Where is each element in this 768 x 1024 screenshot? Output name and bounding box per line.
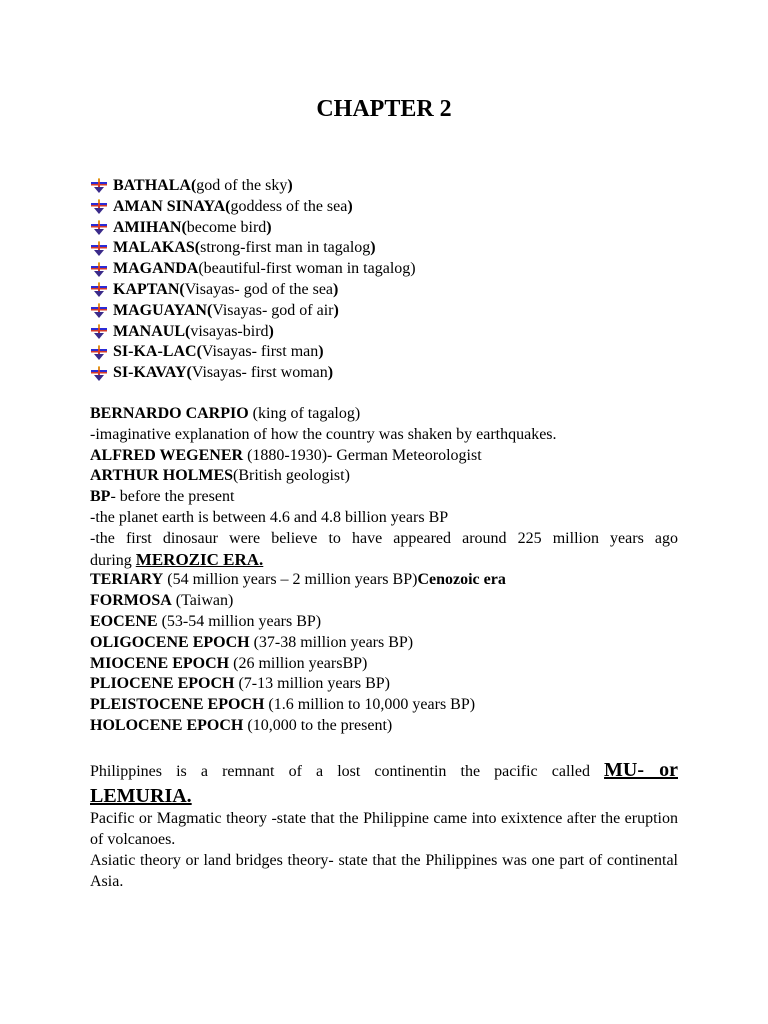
miocene-line: [90, 654, 678, 675]
oligocene-desc: (37-38 million years BP): [249, 633, 414, 651]
bullet-item: [90, 197, 690, 218]
bullet-open-paren: (: [206, 301, 213, 319]
pleistocene-line: [90, 695, 678, 716]
bullet-term: MANAUL: [113, 322, 185, 340]
bullet-item: [90, 259, 690, 280]
bullet-item: [90, 218, 690, 239]
teriary-line: [90, 570, 678, 591]
bullet-desc: visayas-bird: [190, 322, 269, 340]
bullet-open-paren: (: [225, 197, 231, 215]
bullet-term: SI-KAVAY: [113, 364, 187, 382]
miocene-term: MIOCENE EPOCH: [90, 654, 230, 672]
teriary-term: TERIARY: [90, 571, 164, 589]
bullet-term: MAGUAYAN: [113, 301, 207, 319]
paragraph-gap: [90, 737, 678, 758]
merozic-era: MEROZIC ERA.: [135, 549, 264, 569]
arrow-down-bullet-icon: [90, 262, 108, 278]
remnant-line: [90, 758, 678, 784]
earth-age-line: -the planet earth is between 4.6 and 4.8 billion years BP: [90, 508, 449, 526]
bullet-desc: Visayas- god of the sea: [184, 280, 334, 298]
eocene-term: EOCENE: [90, 612, 158, 630]
bullet-term: KAPTAN: [113, 280, 180, 298]
bullet-desc: strong-first man in tagalog: [200, 239, 371, 257]
bullet-close-paren: ): [318, 343, 324, 361]
oligocene-line: [90, 633, 678, 654]
pleistocene-desc: (1.6 million to 10,000 years BP): [264, 696, 476, 714]
bullet-item: [90, 342, 690, 363]
bullet-item: [90, 280, 690, 301]
bullet-item: [90, 322, 690, 343]
arrow-down-bullet-icon: [90, 178, 108, 194]
holmes-desc: (British geologist): [233, 467, 350, 485]
deity-bullet-list: [90, 176, 690, 384]
holmes-term: ARTHUR HOLMES: [90, 467, 234, 485]
chapter-title: CHAPTER 2: [316, 96, 452, 122]
bullet-item: [90, 363, 690, 384]
remnant-text: Philippines is a remnant of a lost continentin the pacific called: [90, 762, 605, 780]
bullet-close-paren: ): [287, 177, 293, 194]
bernardo-line: [90, 404, 678, 425]
formosa-desc: (Taiwan): [171, 592, 234, 610]
bernardo-explanation: -imaginative explanation of how the country was shaken by earthquakes.: [90, 425, 557, 443]
arrow-down-bullet-icon: [90, 345, 108, 361]
wegener-line: [90, 446, 678, 467]
formosa-line: [90, 591, 678, 612]
mu-or: MU- or: [604, 758, 678, 781]
wegener-desc: (1880-1930)- German Meteorologist: [243, 446, 482, 464]
during-text: during: [90, 551, 136, 569]
bullet-term: MAGANDA: [113, 260, 199, 278]
bullet-desc: god of the sky: [196, 177, 288, 194]
bullet-close-paren: ): [347, 197, 353, 215]
bullet-term: AMIHAN: [113, 218, 182, 236]
eocene-desc: (53-54 million years BP): [157, 612, 322, 630]
pleistocene-term: PLEISTOCENE EPOCH: [90, 696, 265, 714]
holmes-line: [90, 466, 678, 487]
cenozoic-era: Cenozoic era: [417, 571, 506, 589]
bullet-desc: Visayas- first man: [201, 343, 319, 361]
dinosaur-line: -the first dinosaur were believe to have appeared around 225 million years ago: [90, 529, 678, 547]
bullet-term: MALAKAS: [113, 239, 195, 257]
pliocene-line: [90, 674, 678, 695]
bullet-open-paren: (: [181, 218, 187, 236]
arrow-down-bullet-icon: [90, 199, 108, 215]
bernardo-term: BERNARDO CARPIO: [90, 405, 249, 422]
lemuria: LEMURIA.: [90, 784, 192, 807]
bullet-desc: become bird: [186, 218, 267, 236]
wegener-term: ALFRED WEGENER: [90, 446, 244, 464]
oligocene-term: OLIGOCENE EPOCH: [90, 633, 250, 651]
miocene-desc: (26 million yearsBP): [229, 654, 368, 672]
bullet-term: BATHALA: [113, 177, 191, 194]
bullet-open-paren: (: [194, 239, 201, 257]
bullet-close-paren: ): [333, 301, 339, 319]
holocene-line: [90, 716, 678, 737]
bullet-desc: goddess of the sea: [230, 197, 348, 215]
asiatic-theory: Asiatic theory or land bridges theory- state that the Philippines was one part of continental Asia.: [90, 851, 678, 890]
bullet-open-paren: (: [196, 343, 202, 361]
bullet-open-paren: (: [179, 280, 185, 298]
pliocene-desc: (7-13 million years BP): [234, 675, 391, 693]
bp-line: [90, 487, 678, 508]
bullet-close-paren: ): [327, 364, 334, 382]
bullet-term: AMAN SINAYA: [113, 197, 226, 215]
merozic-line: [90, 550, 678, 571]
arrow-down-bullet-icon: [90, 220, 108, 236]
arrow-down-bullet-icon: [90, 324, 108, 340]
bullet-desc: Visayas- first woman: [191, 364, 328, 382]
bernardo-desc: (king of tagalog): [248, 405, 361, 422]
bullet-close-paren: ): [370, 239, 376, 257]
arrow-down-bullet-icon: [90, 282, 108, 298]
bullet-item: [90, 176, 690, 197]
pliocene-term: PLIOCENE EPOCH: [90, 675, 235, 693]
bullet-open-paren: (: [186, 364, 192, 382]
teriary-desc: (54 million years – 2 million years BP): [163, 571, 418, 589]
bullet-desc: (beautiful-first woman in tagalog): [198, 260, 416, 278]
bullet-item: [90, 238, 690, 259]
arrow-down-bullet-icon: [90, 241, 108, 257]
bullet-open-paren: (: [190, 177, 197, 194]
arrow-down-bullet-icon: [90, 303, 108, 319]
bullet-desc: Visayas- god of air: [212, 301, 334, 319]
bullet-close-paren: ): [268, 322, 274, 340]
holocene-term: HOLOCENE EPOCH: [90, 716, 244, 734]
bullet-close-paren: ): [333, 280, 339, 298]
pacific-theory: Pacific or Magmatic theory -state that the Philippine came into exixtence after the eruption of volcanoes.: [90, 809, 678, 848]
bullet-open-paren: (: [185, 322, 191, 340]
document-body: [90, 404, 678, 892]
holocene-desc: (10,000 to the present): [243, 716, 393, 734]
bp-term: BP: [90, 488, 111, 506]
bullet-item: [90, 301, 690, 322]
bullet-close-paren: ): [266, 218, 272, 236]
bullet-term: SI-KA-LAC: [113, 343, 197, 361]
formosa-term: FORMOSA: [90, 592, 172, 610]
eocene-line: [90, 612, 678, 633]
bp-desc: - before the present: [110, 488, 235, 506]
arrow-down-bullet-icon: [90, 366, 108, 382]
